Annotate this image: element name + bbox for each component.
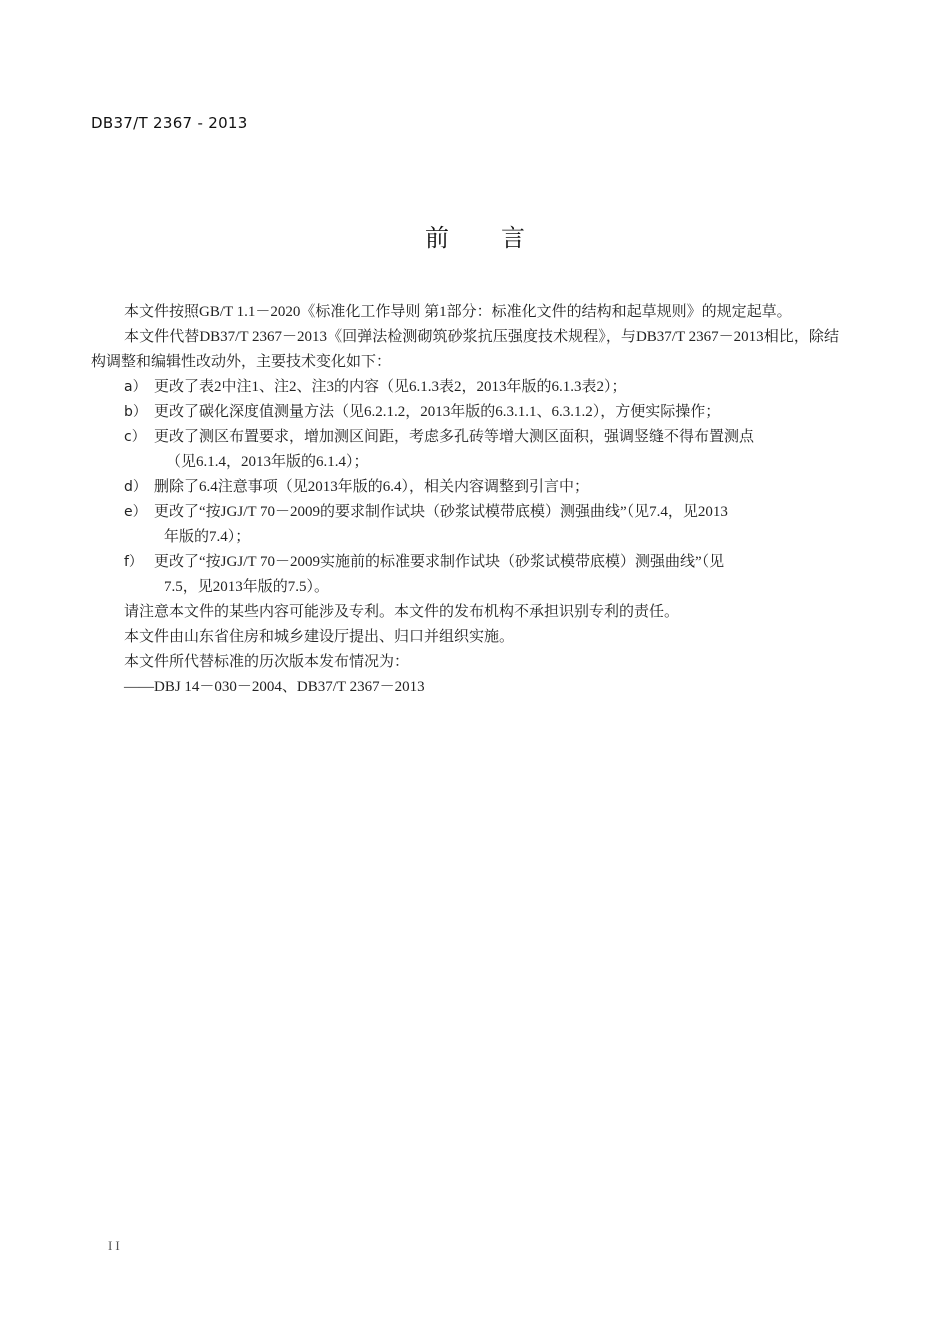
- change-item-c: [91, 425, 839, 475]
- paragraph-drafting-rules: 本文件按照GB/T 1.1－2020《标准化工作导则 第1部分：标准化文件的结构和起草规则》的规定起草。: [124, 304, 792, 320]
- title-char-2: 言: [501, 224, 525, 252]
- change-item-b: [91, 400, 839, 425]
- history-intro: 本文件所代替标准的历次版本发布情况为：: [124, 654, 410, 670]
- change-item-text: 更改了测区布置要求，增加测区间距，考虑多孔砖等增大测区面积，强调竖缝不得布置测点: [154, 429, 755, 445]
- change-item-label: f）: [124, 554, 143, 570]
- change-item-label: d）: [124, 479, 147, 495]
- change-item-label: a）: [124, 379, 147, 395]
- title-char-1: 前: [425, 224, 449, 252]
- change-item-text: 更改了“按JGJ/T 70－2009实施前的标准要求制作试块（砂浆试模带底模）测强曲线”（见: [154, 554, 725, 570]
- change-item-text: 删除了6.4注意事项（见2013年版的6.4），相关内容调整到引言中；: [154, 479, 590, 495]
- history-list: ——DBJ 14－030－2004、DB37/T 2367－2013: [124, 679, 425, 695]
- page-number: II: [108, 1238, 123, 1253]
- paragraph-replacement: 本文件代替DB37/T 2367－2013《回弹法检测砌筑砂浆抗压强度技术规程》，与DB37/T 2367－2013相比，除结构调整和编辑性改动外，主要技术变化如下：: [91, 329, 839, 370]
- patent-notice: 请注意本文件的某些内容可能涉及专利。本文件的发布机构不承担识别专利的责任。: [124, 604, 680, 620]
- change-item-label: c）: [124, 429, 146, 445]
- change-item-label: b）: [124, 404, 147, 420]
- change-item-text: 更改了“按JGJ/T 70－2009的要求制作试块（砂浆试模带底模）测强曲线”（见7.4，见2013: [154, 504, 728, 520]
- change-item-f: [91, 550, 839, 600]
- change-item-continuation: 年版的7.4）；: [164, 529, 251, 545]
- change-item-label: e）: [124, 504, 147, 520]
- change-item-continuation: 7.5，见2013年版的7.5）。: [164, 579, 330, 595]
- proposer-statement: 本文件由山东省住房和城乡建设厅提出、归口并组织实施。: [124, 629, 515, 645]
- change-item-text: 更改了碳化深度值测量方法（见6.2.1.2，2013年版的6.3.1.1、6.3.1.2），方便实际操作；: [154, 404, 721, 420]
- foreword-body: [91, 300, 839, 700]
- change-item-continuation: （见6.1.4，2013年版的6.1.4）；: [166, 454, 369, 470]
- change-item-e: [91, 500, 839, 550]
- standard-code-header: DB37/T 2367 - 2013: [91, 114, 248, 132]
- change-item-a: [91, 375, 839, 400]
- change-item-d: [91, 475, 839, 500]
- change-item-text: 更改了表2中注1、注2、注3的内容（见6.1.3表2，2013年版的6.1.3表2）；: [154, 379, 627, 395]
- page-title: [0, 218, 950, 253]
